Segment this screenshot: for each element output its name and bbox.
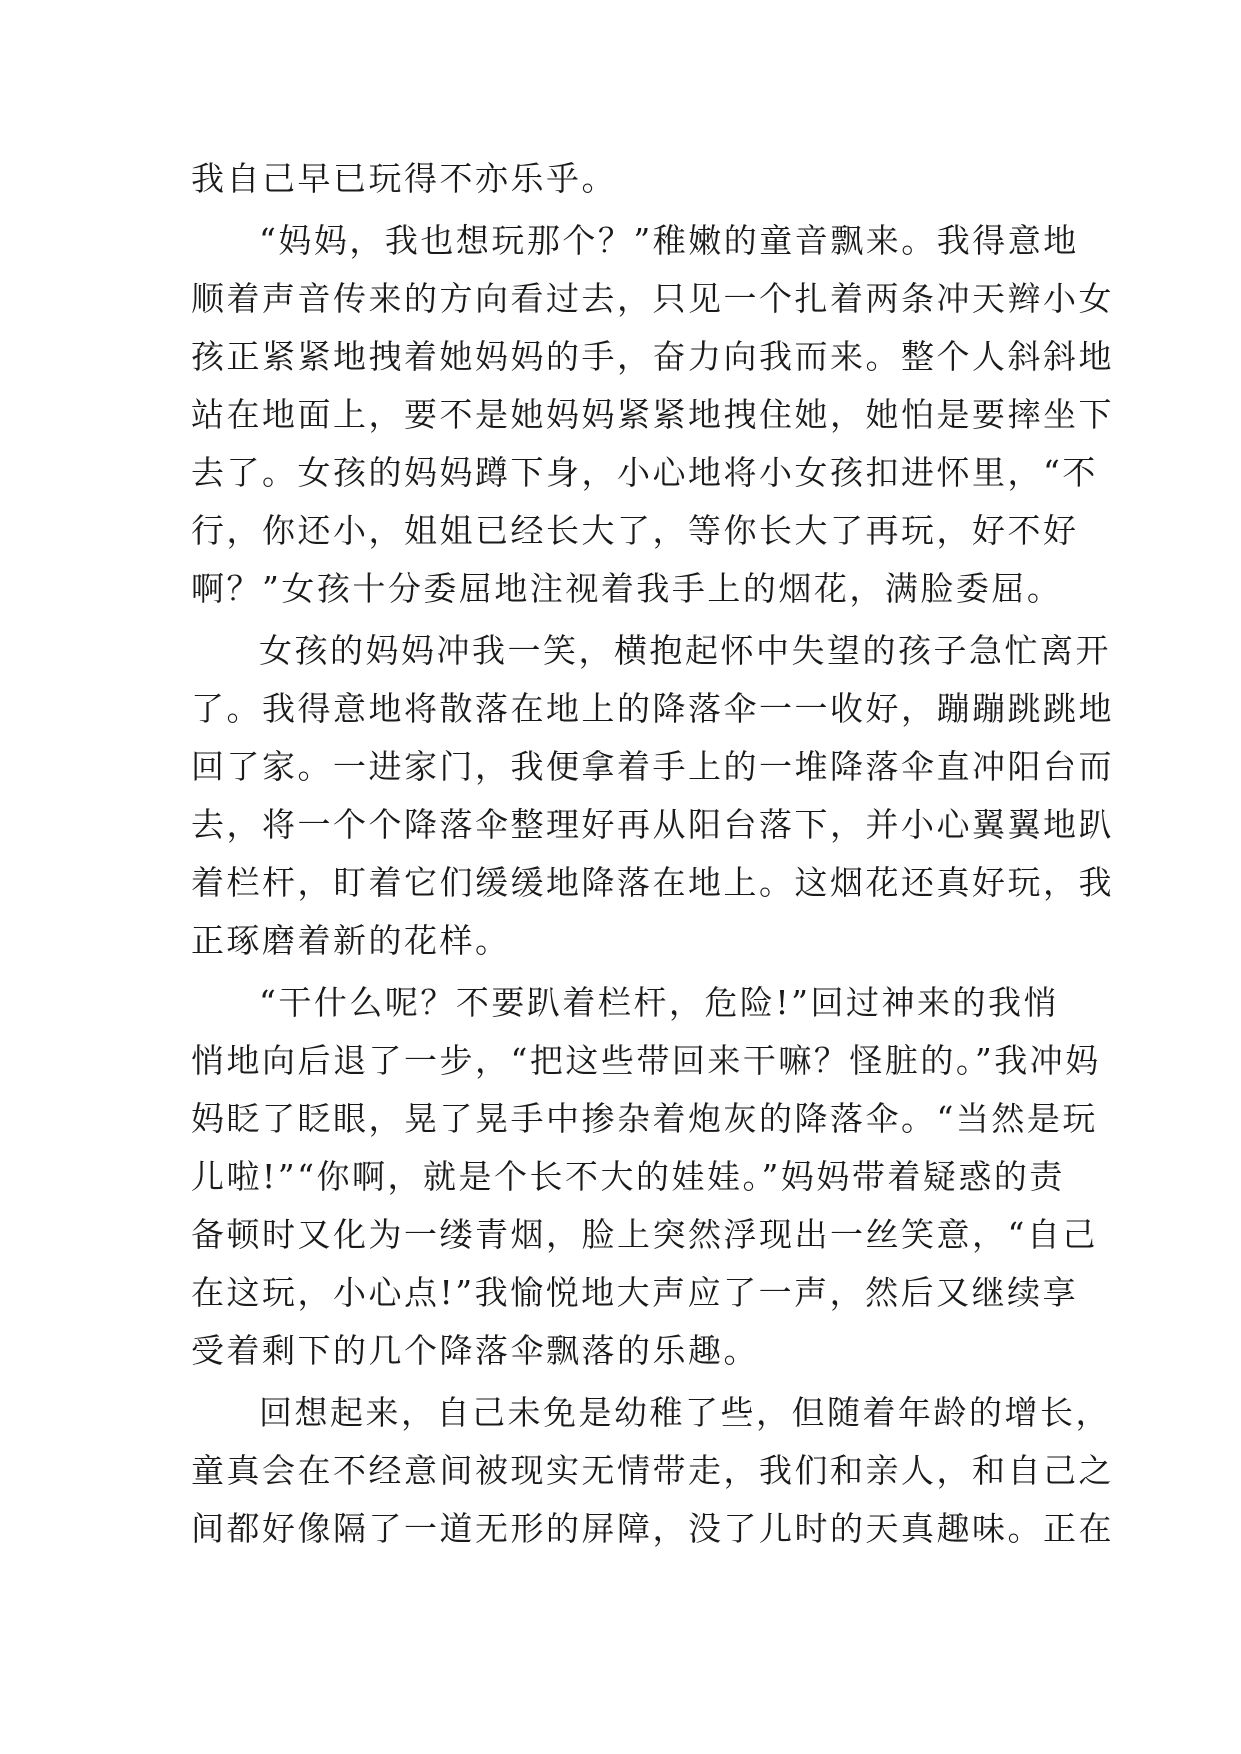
text-line: 站在地面上，要不是她妈妈紧紧地拽住她，她怕是要摔坐下 (191, 395, 1114, 434)
body-text (191, 159, 1114, 1568)
text-line: 受着剩下的几个降落伞飘落的乐趣。 (191, 1331, 759, 1370)
text-line: 妈眨了眨眼，晃了晃手中掺杂着炮灰的降落伞。“当然是玩 (191, 1099, 1098, 1138)
text-line: 在这玩，小心点!”我愉悦地大声应了一声，然后又继续享 (191, 1273, 1079, 1312)
text-line: 儿啦!”“你啊，就是个长不大的娃娃。”妈妈带着疑惑的责 (191, 1157, 1065, 1196)
text-line: 去，将一个个降落伞整理好再从阳台落下，并小心翼翼地趴 (191, 805, 1114, 844)
text-line: 正琢磨着新的花样。 (191, 921, 511, 960)
text-line: 孩正紧紧地拽着她妈妈的手，奋力向我而来。整个人斜斜地 (191, 337, 1114, 376)
text-line: “妈妈，我也想玩那个？”稚嫩的童音飘来。我得意地 (259, 221, 1079, 260)
text-line: 着栏杆，盯着它们缓缓地降落在地上。这烟花还真好玩，我 (191, 863, 1114, 902)
text-line: 啊？”女孩十分委屈地注视着我手上的烟花，满脸委屈。 (191, 569, 1063, 608)
text-line: 童真会在不经意间被现实无情带走，我们和亲人，和自己之 (191, 1451, 1114, 1490)
text-line: 顺着声音传来的方向看过去，只见一个扎着两条冲天辫小女 (191, 279, 1114, 318)
text-line: 回想起来，自己未免是幼稚了些，但随着年龄的增长， (259, 1393, 1111, 1432)
text-line: 去了。女孩的妈妈蹲下身，小心地将小女孩扣进怀里，“不 (191, 453, 1098, 492)
text-line: 备顿时又化为一缕青烟，脸上突然浮现出一丝笑意，“自己 (191, 1215, 1098, 1254)
text-line: 行，你还小，姐姐已经长大了，等你长大了再玩，好不好 (191, 511, 1079, 550)
text-line: 悄地向后退了一步，“把这些带回来干嘛？怪脏的。”我冲妈 (191, 1041, 1101, 1080)
text-line: 女孩的妈妈冲我一笑，横抱起怀中失望的孩子急忙离开 (259, 631, 1111, 670)
text-line: 回了家。一进家门，我便拿着手上的一堆降落伞直冲阳台而 (191, 747, 1114, 786)
text-line: 我自己早已玩得不亦乐乎。 (191, 159, 617, 198)
text-line: “干什么呢？不要趴着栏杆，危险!”回过神来的我悄 (259, 983, 1060, 1022)
text-line: 间都好像隔了一道无形的屏障，没了儿时的天真趣味。正在 (191, 1509, 1114, 1548)
text-line: 了。我得意地将散落在地上的降落伞一一收好，蹦蹦跳跳地 (191, 689, 1114, 728)
